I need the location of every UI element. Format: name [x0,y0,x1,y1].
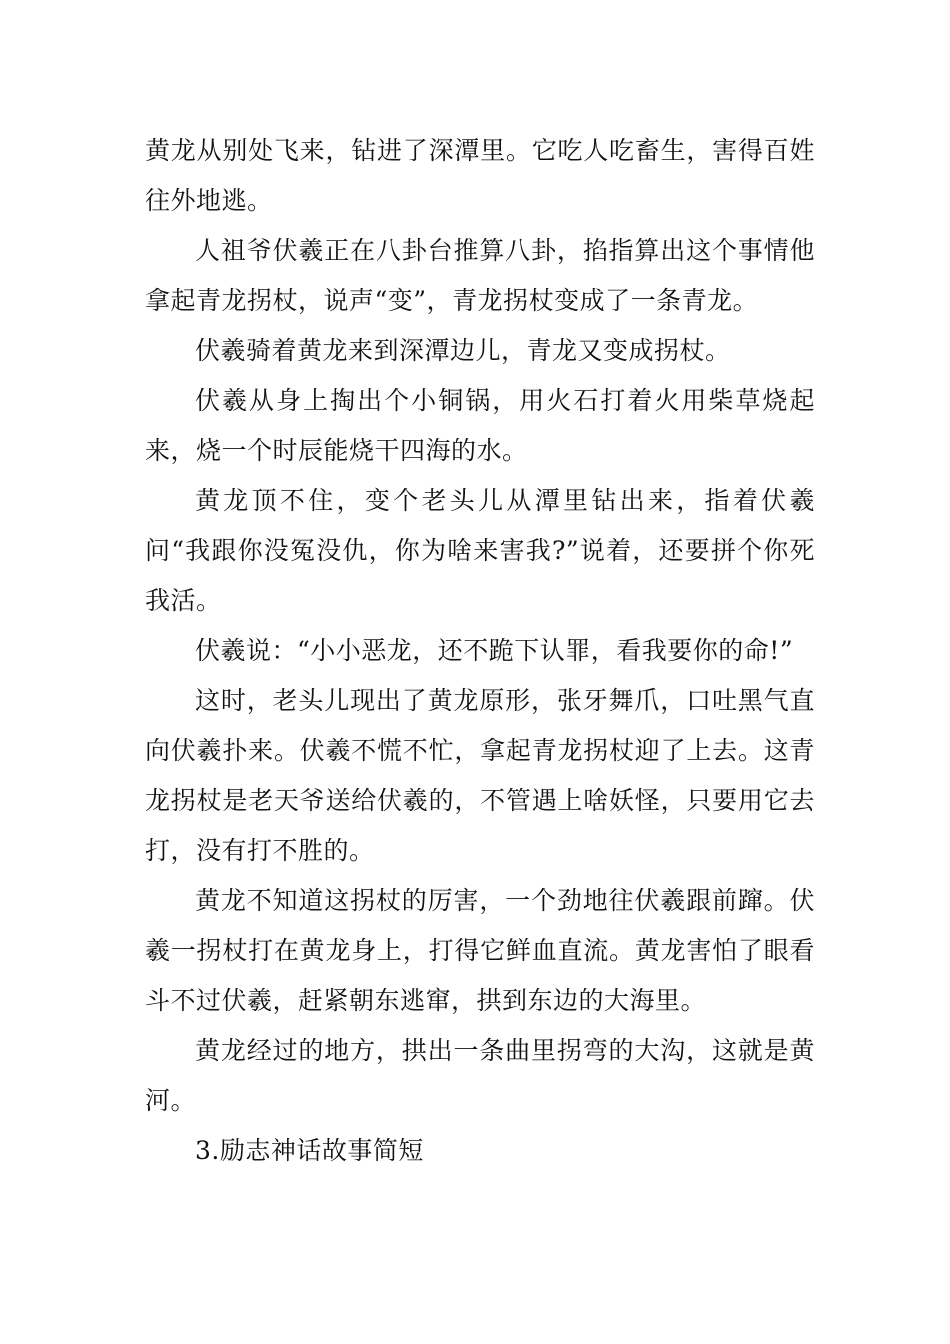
paragraph-6: 伏羲说：“小小恶龙，还不跪下认罪，看我要你的命!” [195,636,794,665]
document-page [145,126,815,1176]
paragraph-7: 这时，老头儿现出了黄龙原形，张牙舞爪，口吐黑气直向伏羲扑来。伏羲不慌不忙，拿起青龙拐杖迎了上去。这青龙拐杖是老天爷送给伏羲的，不管遇上啥妖怪，只要用它去打，没有打不胜的。 [145,686,815,865]
paragraph-4: 伏羲从身上掏出个小铜锅，用火石打着火用柴草烧起来，烧一个时辰能烧干四海的水。 [145,386,815,465]
paragraph-5: 黄龙顶不住，变个老头儿从潭里钻出来，指着伏羲问“我跟你没冤没仇，你为啥来害我?”说着，还要拼个你死我活。 [145,486,815,615]
paragraph-2: 人祖爷伏羲正在八卦台推算八卦，掐指算出这个事情他拿起青龙拐杖，说声“变”，青龙拐杖变成了一条青龙。 [145,236,815,315]
paragraph-1: 黄龙从别处飞来，钻进了深潭里。它吃人吃畜生，害得百姓往外地逃。 [145,136,815,215]
paragraph-8: 黄龙不知道这拐杖的厉害，一个劲地往伏羲跟前蹿。伏羲一拐杖打在黄龙身上，打得它鲜血直流。黄龙害怕了眼看斗不过伏羲，赶紧朝东逃窜，拱到东边的大海里。 [145,886,815,1015]
section-heading: 3.励志神话故事简短 [195,1136,424,1165]
paragraph-3: 伏羲骑着黄龙来到深潭边儿，青龙又变成拐杖。 [195,336,731,365]
paragraph-9: 黄龙经过的地方，拱出一条曲里拐弯的大沟，这就是黄河。 [145,1036,815,1115]
